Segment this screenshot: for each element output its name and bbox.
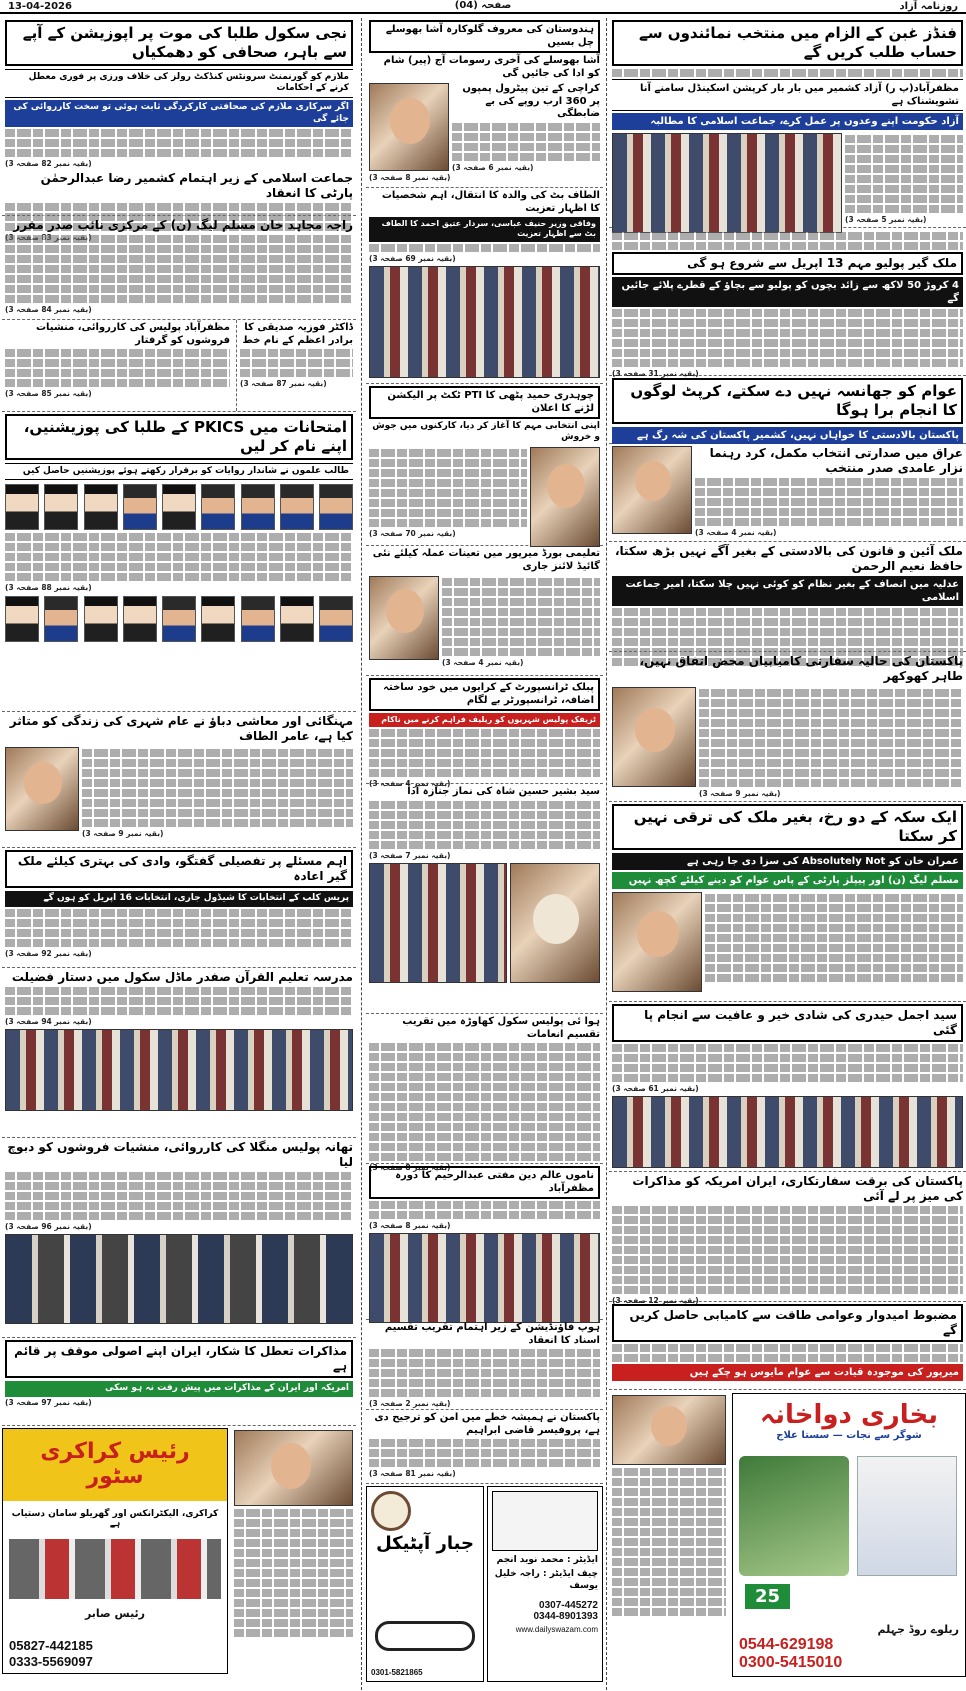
product-bottles — [857, 1456, 957, 1576]
student-photo — [162, 596, 196, 642]
student-photo — [280, 484, 314, 530]
student-photo — [5, 484, 39, 530]
story — [2, 18, 356, 216]
continuation-ref: (بقیہ نمبر 7 صفحہ 3) — [369, 850, 451, 860]
left-column — [2, 18, 356, 1690]
sub-headline: مسلم لیگ (ن) اور پیپلز پارٹی کے پاس عوام کو دینے کیلئے کچھ نہیں — [612, 872, 963, 889]
headline: الطاف بٹ کی والدہ کا انتقال، اہم شخصیات کا اظہار تعزیت — [381, 190, 600, 214]
portrait-photo — [612, 687, 696, 787]
story-body — [612, 69, 963, 77]
headline: مظفرآباد پولیس کی کارروائی، منشیات فروشوں کو گرفتار — [35, 322, 230, 346]
column-divider — [361, 18, 362, 1690]
glasses-icon — [375, 1621, 475, 1651]
portrait-photo — [510, 863, 600, 983]
sub-headline: عدلیہ میں انصاف کے بغیر نظام کو کوئی نہیں چلا سکتا، امیر جماعت اسلامی — [612, 576, 963, 606]
ad-address: ریلوے روڈ جہلم — [877, 1623, 959, 1636]
sub-headline: اپنی انتخابی مہم کا آغاز کر دیا، کارکنوں میں جوش و خروش — [372, 421, 600, 443]
student-photo — [123, 596, 157, 642]
continuation-ref: (بقیہ نمبر 94 صفحہ 3) — [5, 1017, 92, 1026]
story-body — [369, 244, 600, 252]
student-photo — [280, 596, 314, 642]
headline: کراچی کے تین پیٹرول پمپوں پر 360 ارب روپے کی بے ضابطگی — [462, 83, 600, 119]
ad-tagline: شوگر سے نجات — سستا علاج — [776, 1430, 922, 1441]
headline: تعلیمی بورڈ میرپور میں تعینات عملہ کیلئے نئی گائیڈ لائنز جاری — [372, 548, 600, 572]
story — [231, 1428, 356, 1678]
headline: پاکستان کی برقت سفارتکاری، ایران امریکہ کو مذاکرات کی میز پر لے آئی — [632, 1174, 963, 1203]
issue-date: 13-04-2026 — [8, 0, 72, 12]
continuation-ref: (بقیہ نمبر 92 صفحہ 3) — [5, 948, 92, 958]
story — [609, 376, 966, 444]
student-photo — [84, 484, 118, 530]
ad-phone: 05827-442185 — [9, 1638, 93, 1653]
headline: اہم مسئلے پر تفصیلی گفتگو، وادی کی بہتری کیلئے ملک گیر اعادہ — [5, 850, 353, 888]
story-body — [5, 129, 353, 157]
police-photo — [5, 1234, 353, 1324]
ad-title: بخاری دواخانہ — [759, 1400, 939, 1430]
continuation-ref: (بقیہ نمبر 4 صفحہ 3) — [442, 658, 524, 667]
continuation-ref: (بقیہ نمبر 97 صفحہ 3) — [5, 1397, 92, 1407]
story-body — [234, 1509, 353, 1637]
student-photo — [162, 484, 196, 530]
continuation-ref: (بقیہ نمبر 31 صفحہ 3) — [612, 369, 699, 378]
story — [366, 784, 603, 1014]
story-body — [612, 1206, 963, 1294]
story — [366, 1320, 603, 1410]
headline: فنڈز غبن کے الزام میں منتخب نمائندوں سے حساب طلب کریں گے — [612, 20, 963, 66]
portrait-photo — [612, 892, 702, 992]
headline: ڈاکٹر فوزیہ صدیقی کا برادر اعظم کے نام خط — [242, 322, 353, 346]
story — [609, 1002, 966, 1172]
story — [2, 320, 233, 411]
headline: امتحانات میں PKICS کے طلبا کی پوزیشنیں، اپنے نام کر لیں — [5, 414, 353, 460]
story-body — [369, 1439, 600, 1467]
story-body — [369, 1349, 600, 1397]
story — [2, 412, 356, 712]
headline: جماعت اسلامی کے زیر اہتمام کشمیر رضا عبدالرحمٰن پارٹی کا انعقاد — [40, 171, 353, 201]
story-body — [240, 349, 353, 377]
middle-column — [366, 18, 603, 1690]
student-photo — [84, 596, 118, 642]
clock-icon — [371, 1491, 411, 1531]
story-body — [612, 1468, 726, 1616]
editor-line: ایڈیٹر : محمد نوید انجم — [496, 1555, 598, 1565]
sub-headline: امریکہ اور ایران کے مذاکرات میں پیش رفت نہ ہو سکی — [5, 1381, 353, 1397]
student-photo — [123, 484, 157, 530]
story-body — [369, 801, 600, 849]
sub-headline: ٹریفک پولیس شہریوں کو ریلیف فراہم کرنے میں ناکام — [369, 713, 600, 727]
story-body — [5, 909, 353, 947]
story-body — [612, 232, 963, 250]
story-body — [369, 1201, 600, 1219]
portrait-photo — [369, 576, 439, 660]
crowd-photo — [612, 133, 842, 233]
story — [609, 1302, 966, 1390]
portrait-photo — [612, 1395, 726, 1465]
headline: پاکستان نے ہمیشہ خطے میں امن کو ترجیح دی ہے، پروفیسر قاضی ابراہیم — [374, 1412, 600, 1436]
lead-story — [609, 18, 966, 228]
headline: مضبوط امیدوار وعوامی طاقت سے کامیابی حاصل کریں گے — [612, 1304, 963, 1342]
continuation-ref: (بقیہ نمبر 8 صفحہ 3) — [369, 1163, 451, 1172]
sub-headline: مظفرآباد(پ ر) آزاد کشمیر میں بار بار کرپشن اسکینڈل سامنے آنا تشویشناک ہے — [612, 79, 963, 111]
headline: مہنگائی اور معاشی دباؤ نے عام شہری کی زندگی کو متاثر کیا ہے، عامر الطاف — [9, 714, 353, 743]
story-body — [452, 123, 600, 161]
story-body — [612, 1344, 963, 1362]
story — [366, 18, 603, 188]
continuation-ref: (بقیہ نمبر 81 صفحہ 3) — [369, 1469, 456, 1478]
ad-title: جبار آپٹیکل — [376, 1533, 474, 1554]
continuation-ref: (بقیہ نمبر 4 صفحہ 3) — [369, 779, 451, 789]
story-body — [695, 478, 963, 526]
sub-headline: پاکستان بالادستی کا خواہاں نہیں، کشمیر پاکستان کی شہ رگ ہے — [612, 427, 963, 444]
publisher-box — [492, 1491, 598, 1551]
portrait-photo — [612, 446, 692, 534]
story — [2, 1138, 356, 1338]
story-body — [5, 349, 230, 387]
story — [366, 1164, 603, 1320]
sub-headline: 4 کروڑ 50 لاکھ سے زائد بچوں کو پولیو سے بچاؤ کے قطرے پلائے جائیں گے — [612, 277, 963, 307]
chief-editor-line: چیف ایڈیٹر : راجہ خلیل یوسف — [494, 1569, 598, 1591]
headline: پاکستان کی حالیہ سفارتی کامیابیاں محض اتفاق نہیں، طاہر کھوکھر — [639, 654, 963, 683]
sub-headline: آشا بھوسلے کی آخری رسومات آج (پیر) شام کو ادا کی جائیں گی — [383, 55, 600, 79]
appliances-photo — [9, 1539, 221, 1599]
sub-headline: آزاد حکومت اپنے وعدوں پر عمل کرے، جماعت اسلامی کا مطالبہ — [612, 113, 963, 130]
continuation-ref: (بقیہ نمبر 5 صفحہ 3) — [845, 214, 927, 224]
headline: نجی سکول طلبا کی موت پر اپوزیشن کے آپے سے باہر، صحافی کو دھمکیاں — [5, 20, 353, 66]
story — [366, 1410, 603, 1484]
continuation-ref: (بقیہ نمبر 8 صفحہ 3) — [369, 172, 451, 182]
ad-phone: 0300-5415010 — [739, 1654, 843, 1671]
student-photo — [241, 596, 275, 642]
portrait-photo — [530, 447, 600, 547]
continuation-ref: (بقیہ نمبر 9 صفحہ 3) — [82, 829, 164, 838]
student-photo — [201, 484, 235, 530]
continuation-ref: (بقیہ نمبر 9 صفحہ 3) — [699, 789, 781, 798]
story — [366, 1014, 603, 1172]
ad-title: رئیس کراکری سٹور — [40, 1439, 190, 1489]
story-body — [5, 533, 353, 581]
story — [609, 652, 966, 802]
story — [609, 1172, 966, 1305]
imprint-box — [487, 1486, 603, 1682]
headline: مذاکرات تعطل کا شکار، ایران اپنے اصولی موقف پر قائم ہے — [5, 1340, 353, 1378]
continuation-ref: (بقیہ نمبر 4 صفحہ 3) — [695, 528, 777, 537]
ad-phone: 0301-5821865 — [371, 1668, 423, 1677]
singer-portrait — [369, 83, 449, 171]
student-photo — [44, 596, 78, 642]
story-body — [845, 135, 963, 213]
student-photo — [5, 596, 39, 642]
headline: تھانہ پولیس منگلا کی کارروائی، منشیات فروشوں کو دبوچ لیا — [7, 1140, 353, 1169]
continuation-ref: (بقیہ نمبر 61 صفحہ 3) — [612, 1084, 699, 1093]
story — [2, 216, 356, 320]
story — [366, 188, 603, 384]
portrait-photo — [5, 747, 79, 831]
meeting-photo — [369, 266, 600, 378]
group-photo — [612, 1096, 963, 1168]
jabbar-optical-ad — [366, 1486, 484, 1682]
student-photos-row — [5, 484, 353, 530]
visit-photo — [369, 1233, 600, 1323]
story — [366, 676, 603, 789]
imprint-website[interactable]: www.dailyswazam.com — [515, 1624, 598, 1634]
ceremony-photo — [5, 1029, 353, 1111]
sub-headline: پریس کلب کے انتخابات کا شیڈول جاری، انتخابات 16 اپریل کو ہوں گے — [5, 891, 353, 907]
imprint-phone: 0344-8901393 — [533, 1610, 598, 1622]
continuation-ref: (بقیہ نمبر 6 صفحہ 3) — [452, 162, 534, 172]
ad-phone: 0544-629198 — [739, 1636, 834, 1653]
headline: سید بشیر حسین شاہ کی نماز جنازہ ادا — [407, 786, 600, 797]
story-body — [369, 1043, 600, 1161]
sub-headline: طالب علموں نے شاندار روایات کو برقرار رکھتے ہوئے پوزیشنیں حاصل کیں — [5, 463, 353, 481]
story-body — [82, 749, 353, 827]
portrait-photo — [234, 1430, 353, 1506]
story-body — [612, 1044, 963, 1082]
story — [2, 712, 356, 848]
sub-headline: میرپور کی موجودہ قیادت سے عوام مایوس ہو چکے ہیں — [612, 1364, 963, 1381]
masthead — [0, 0, 966, 14]
story — [2, 968, 356, 1138]
ad-price: 25 — [745, 1584, 790, 1609]
sub-headline: عمران خان کو Absolutely Not کی سزا دی جا رہی ہے — [612, 853, 963, 870]
story-body — [705, 892, 963, 992]
story — [2, 1338, 356, 1426]
headline: راجہ مجاہد خان مسلم لیگ (ن) کے مرکزی نائب صدر مقرر — [13, 218, 353, 232]
continuation-ref: (بقیہ نمبر 2 صفحہ 3) — [369, 1399, 451, 1408]
imprint-phone: 0307-445272 — [539, 1599, 598, 1611]
student-photos-row — [5, 596, 353, 642]
headline: ناموں عالم دین مفتی عبدالرحیم کا دورہ مظفرآباد — [369, 1166, 600, 1199]
continuation-ref: (بقیہ نمبر 96 صفحہ 3) — [5, 1222, 92, 1231]
headline: ملک گیر پولیو مہم 13 اپریل سے شروع ہو گی — [612, 252, 963, 275]
continuation-ref: (بقیہ نمبر 8 صفحہ 3) — [369, 1221, 451, 1230]
story — [366, 546, 603, 676]
continuation-ref: (بقیہ نمبر 70 صفحہ 3) — [369, 528, 456, 538]
story-body — [442, 578, 600, 656]
story-body — [699, 689, 963, 787]
sub-headline: ملازم کو گورنمنٹ سرونٹس کنڈکٹ رولز کی خلاف ورزی پر فوری معطل کرنے کے احکامات — [5, 69, 353, 98]
paper-name: روزنامہ آزاد — [899, 0, 958, 12]
story-body — [612, 309, 963, 367]
headline: عراق میں صدارتی انتخاب مکمل، کرد رہنما نزار عامدی صدر منتخب — [709, 446, 963, 475]
student-photo — [44, 484, 78, 530]
continuation-ref: (بقیہ نمبر 87 صفحہ 3) — [240, 379, 327, 388]
story — [609, 228, 966, 376]
story-body — [5, 235, 353, 303]
headline: ہوا ئی پولیس سکول کھاوڑہ میں تقریب تقسیم انعامات — [402, 1016, 600, 1040]
sub-headline: اگر سرکاری ملازم کی صحافتی کارکردگی ثابت ہوئی تو سخت کارروائی کی جائے گی — [5, 100, 353, 127]
ad-tagline: کراکری، الیکٹرانکس اور گھریلو سامان دستیاب ہے — [11, 1509, 219, 1529]
headline: عوام کو جھانسہ نہیں دے سکتے، کرپٹ لوگوں کا انجام برا ہوگا — [612, 378, 963, 424]
student-photo — [319, 596, 353, 642]
headline: پبلک ٹرانسپورٹ کے کرایوں میں خود ساختہ اضافہ، ٹرانسپورٹر بے لگام — [369, 678, 600, 711]
continuation-ref: (بقیہ نمبر 85 صفحہ 3) — [5, 389, 92, 398]
herbs-illustration — [739, 1456, 849, 1576]
story — [609, 1393, 729, 1683]
headline: ہوپ فاؤنڈیشن کے زیر اہتمام تقریب تقسیم اسناد کا انعقاد — [384, 1322, 600, 1346]
headline: ایک سکہ کے دو رخ، بغیر ملک کی ترقی نہیں کر سکتا — [612, 804, 963, 850]
story-body — [369, 729, 600, 777]
headline: ملک آئین و قانون کی بالادستی کے بغیر آگے نہیں بڑھ سکتا، حافظ نعیم الرحمن — [614, 544, 963, 573]
continuation-ref: (بقیہ نمبر 88 صفحہ 3) — [5, 583, 92, 593]
continuation-ref: (بقیہ نمبر 12 صفحہ 3) — [612, 1296, 699, 1305]
headline: مدرسہ تعلیم القرآن صفدر ماڈل سکول میں دستار فضیلت — [11, 970, 353, 984]
ad-phone: 0333-5569097 — [9, 1654, 93, 1669]
story-body — [369, 449, 527, 527]
funeral-prayer-photo — [369, 863, 507, 983]
story — [2, 848, 356, 968]
story — [236, 320, 356, 411]
headline: چوہدری حمید پٹھی کا PTI ٹکٹ پر الیکشن لڑنے کا اعلان — [369, 386, 600, 419]
rais-crockery-ad — [2, 1428, 228, 1674]
student-photo — [241, 484, 275, 530]
story — [609, 802, 966, 1002]
story — [366, 384, 603, 546]
continuation-ref: (بقیہ نمبر 69 صفحہ 3) — [369, 253, 456, 263]
sub-headline: وفاقی وزیر حنیف عباسی، سردار عتیق احمد کا الطاف بٹ سے اظہار تعزیت — [369, 217, 600, 242]
page-number: صفحہ (04) — [454, 0, 512, 11]
student-photo — [201, 596, 235, 642]
story-body — [5, 987, 353, 1015]
story-body — [5, 1172, 353, 1220]
right-column — [609, 18, 966, 1690]
continuation-ref: (بقیہ نمبر 84 صفحہ 3) — [5, 305, 92, 314]
story — [609, 542, 966, 652]
story — [609, 444, 966, 542]
bukhari-dawakhana-ad — [732, 1393, 966, 1677]
headline: ہندوستان کی معروف گلوکارہ آشا بھوسلے چل بسیں — [369, 20, 600, 53]
ad-contact-name: رئیس صابر — [84, 1607, 146, 1620]
column-divider — [606, 18, 607, 1690]
headline: سید اجمل حیدری کی شادی خیر و عافیت سے انجام پا گئی — [612, 1004, 963, 1042]
continuation-ref: (بقیہ نمبر 82 صفحہ 3) — [5, 159, 92, 169]
student-photo — [319, 484, 353, 530]
